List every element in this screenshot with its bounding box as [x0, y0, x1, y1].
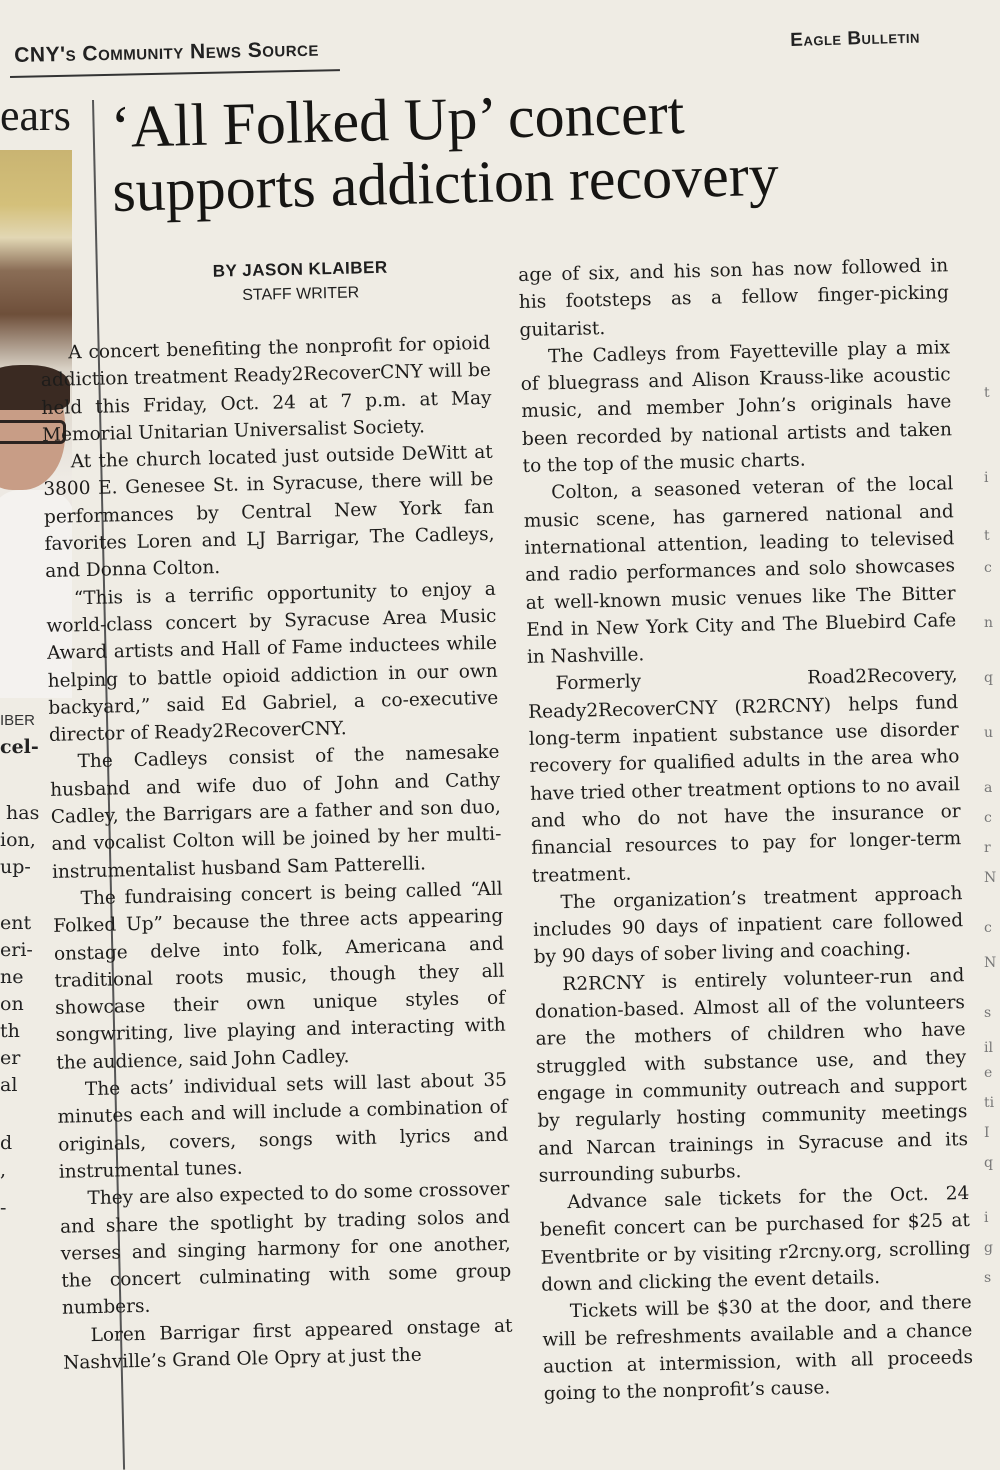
- adjacent-text-fragment: up-: [0, 856, 31, 878]
- headline-line-2: supports addiction recovery: [111, 141, 780, 224]
- adjacent-text-fragment: -: [0, 1197, 7, 1219]
- article-paragraph: Advance sale tickets for the Oct. 24 benefit concert can be purchased for $25 at Eventbrite or by visiting r2rcny.org, scrolling down and clicking the event details.: [539, 1183, 971, 1296]
- byline-author: BY JASON KLAIBER: [212, 257, 388, 281]
- adjacent-caption-fragment: IBER: [0, 712, 36, 729]
- adjacent-text-fragment: ent: [0, 912, 32, 934]
- article-paragraph: R2RCNY is entirely volunteer-run and donation-based. Almost all of the volunteers are the mothers of children who have struggled with substance use, and they engage in community outreach and support by regularly hosting community meetings and Narcan trainings in Syracuse and its surrounding suburbs.: [534, 964, 969, 1187]
- article-column-2: [518, 252, 974, 1408]
- article-paragraph: Loren Barrigar first appeared onstage at Nashville’s Grand Ole Opry at just the: [62, 1315, 513, 1374]
- masthead-tagline: CNY's Community News Source: [14, 37, 320, 67]
- adjacent-headline-fragment: ears: [0, 91, 71, 140]
- adjacent-text-fragment: cel-: [0, 736, 39, 758]
- adjacent-text-fragment: ,: [0, 1159, 7, 1181]
- article-headline: [110, 73, 993, 222]
- article-paragraph: age of six, and his son has now followed in his footsteps as a fellow finger-picking guitarist.: [518, 255, 950, 341]
- article-paragraph: Colton, a seasoned veteran of the local music scene, has garnered national and international attention, leading to televised and radio performances and solo showcases at well-known music venues like The Bitter End in New York City and The Bluebird Cafe in Nashville.: [523, 473, 957, 669]
- adjacent-text-fragment: ne: [0, 966, 24, 988]
- adjacent-text-fragment: ion,: [0, 829, 36, 851]
- article-paragraph: Formerly Road2Recovery, Ready2RecoverCNY (R2RCNY) helps fund long-term inpatient substance use disorder recovery for qualified adults in the area who have tried other treatment options to no avail and who do not have the insurance or financial resources to pay for longer-term treatment.: [527, 664, 962, 887]
- masthead-rule: [10, 69, 340, 78]
- adjacent-text-fragment: has: [6, 802, 40, 824]
- article-byline: [200, 257, 401, 306]
- article-paragraph: At the church located just outside DeWitt at 3800 E. Genesee St. in Syracuse, there will be performances by Central New York fan favorites Loren and LJ Barrigar, The Cadleys, and Donna Colton.: [43, 441, 495, 583]
- article-paragraph: The organization’s treatment approach includes 90 days of inpatient care followed by 90 days of sober living and coaching.: [532, 882, 964, 969]
- adjacent-right-column-fragments: t i t c n q u a c r N c N s il e ti I q i g s: [984, 385, 997, 1286]
- adjacent-text-fragment: th: [0, 1020, 20, 1042]
- adjacent-text-fragment: al: [0, 1074, 18, 1096]
- byline-title: STAFF WRITER: [242, 284, 360, 305]
- adjacent-text-fragment: eri-: [0, 939, 33, 961]
- article-paragraph: The Cadleys consist of the namesake husband and wife duo of John and Cathy Cadley, the Barrigars are a father and son duo, and vocalist Colton will be joined by her multi-instrumentalist husband Sam Patterelli.: [49, 742, 502, 883]
- article-paragraph: The acts’ individual sets will last about 35 minutes each and will include a combination of originals, covers, songs with lyrics and instrumental tunes.: [57, 1069, 509, 1183]
- headline-line-1: ‘All Folked Up’ concert: [109, 79, 686, 160]
- adjacent-text-fragment: on: [0, 993, 24, 1015]
- article-paragraph: Tickets will be $30 at the door, and there will be refreshments available and a chance auction at intermission, with all proceeds going to the nonprofit’s cause.: [542, 1292, 974, 1405]
- article-paragraph: A concert benefiting the nonprofit for opioid addiction treatment Ready2RecoverCNY will be held this Friday, Oct. 24 at 7 p.m. at May Memorial Unitarian Universalist Society.: [40, 332, 492, 446]
- adjacent-text-fragment: d: [0, 1132, 13, 1154]
- article-paragraph: They are also expected to do some crossover and share the spotlight by trading solos and verses and singing harmony for one another, the concert culminating with some group numbers.: [59, 1178, 512, 1320]
- article-paragraph: The fundraising concert is being called “All Folked Up” because the three acts appearing onstage delve into folk, Americana and traditional roots music, though they all showcase their own unique styles of songwriting, live playing and interacting with the audience, said John Cadley.: [53, 878, 506, 1074]
- article-column-1: [40, 330, 513, 1377]
- article-paragraph: “This is a terrific opportunity to enjoy a world-class concert by Syracuse Area Music Award artists and Hall of Fame inductees while helping to battle opioid addiction in our own backyard,” said Ed Gabriel, a co-executive director of Ready2RecoverCNY.: [46, 578, 499, 747]
- article-paragraph: The Cadleys from Fayetteville play a mix of bluegrass and Alison Krauss-like acoustic music, and member John’s originals have been recorded by national artists and taken to the top of the music charts.: [520, 337, 953, 478]
- adjacent-text-fragment: er: [0, 1047, 21, 1069]
- masthead-publication-name: Eagle Bulletin: [790, 26, 921, 51]
